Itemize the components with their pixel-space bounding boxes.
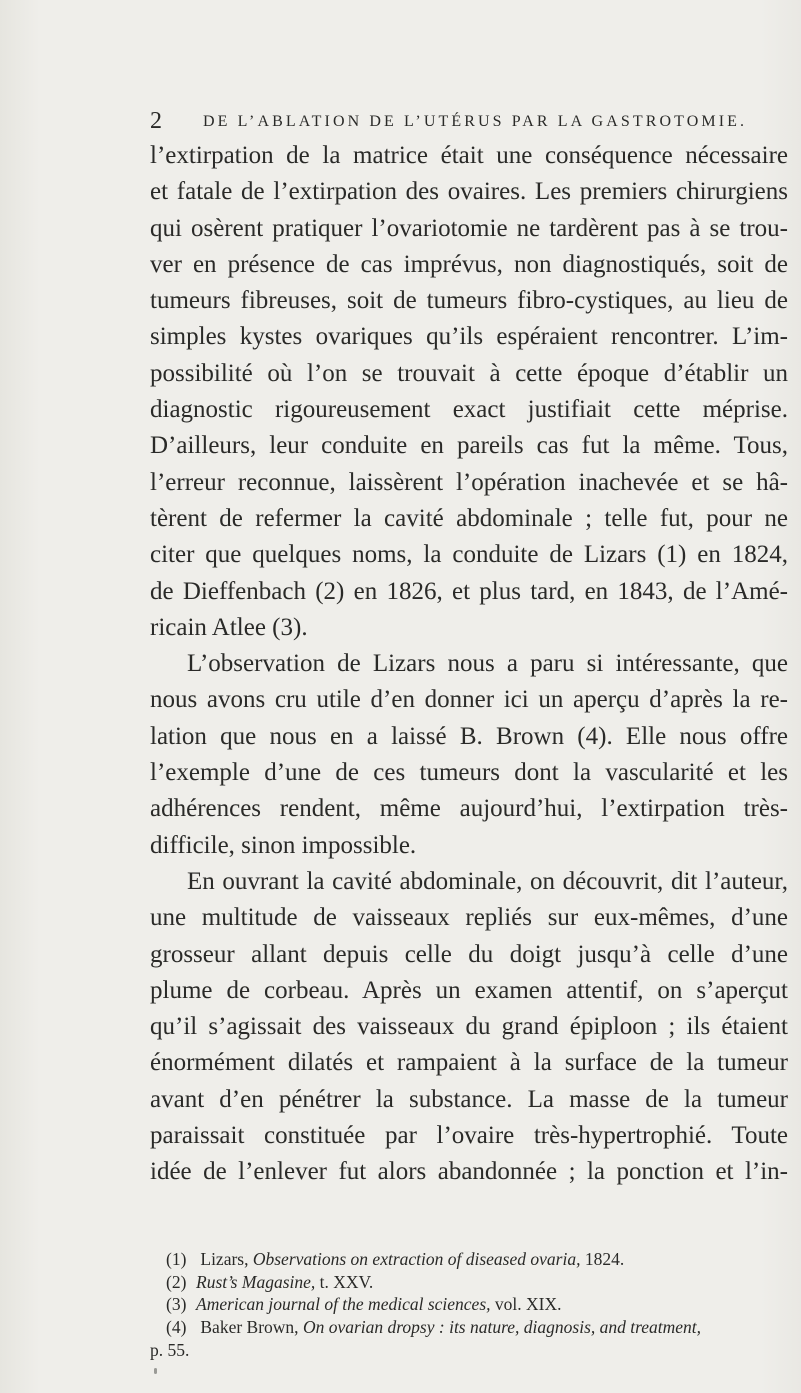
text-line: tèrent de refermer la cavité abdominale ; telle fut, pour ne: [150, 504, 788, 532]
footnote: [150, 1316, 790, 1339]
footnote-ref: (1): [166, 1249, 187, 1269]
running-head: DE L’ABLATION DE L’UTÉRUS PAR LA GASTROTOMIE.: [203, 113, 748, 130]
text-line: qu’il s’agissait des vaisseaux du grand épiploon ; ils étaient: [150, 1013, 788, 1041]
text-line: ricain Atlee (3).: [150, 613, 308, 641]
text-line: difficile, sinon impossible.: [150, 831, 417, 859]
text-line: l’extirpation de la matrice était une conséquence nécessaire: [150, 142, 788, 169]
footnote: [150, 1293, 790, 1316]
text-line: avant d’en pénétrer la substance. La masse de la tumeur: [150, 1085, 788, 1113]
text-line: possibilité où l’on se trouvait à cette époque d’établir un: [150, 359, 788, 387]
text-line: lation que nous en a laissé B. Brown (4). Elle nous offre: [150, 722, 788, 750]
text-line: l’erreur reconnue, laissèrent l’opération inachevée et se hâ-: [150, 468, 788, 496]
text-line: paraissait constituée par l’ovaire très-hypertrophié. Toute: [150, 1122, 788, 1150]
text-line: plume de corbeau. Après un examen attentif, on s’aperçut: [150, 976, 788, 1004]
footnote-detail: 1824.: [584, 1249, 625, 1269]
footnote-detail: vol. XIX.: [494, 1294, 562, 1315]
text-line: nous avons cru utile d’en donner ici un aperçu d’après la re-: [150, 686, 788, 714]
text-line: En ouvrant la cavité abdominale, on découvrit, dit l’auteur,: [187, 867, 788, 895]
footnote-title: American journal of the medical sciences,: [196, 1294, 491, 1315]
text-line: énormément dilatés et rampaient à la surface de la tumeur: [150, 1049, 788, 1077]
footnote-title: On ovarian dropsy : its nature, diagnosis, and treatment,: [302, 1317, 702, 1338]
text-line: tumeurs fibreuses, soit de tumeurs fibro-cystiques, au lieu de: [150, 287, 788, 315]
footnotes: [150, 1248, 790, 1361]
ink-speck: [154, 1368, 157, 1374]
footnote-title: Observations on extraction of diseased ovaria,: [252, 1249, 581, 1269]
text-line: adhérences rendent, même aujourd’hui, l’extirpation très-: [150, 795, 788, 823]
footnote-ref: (2): [166, 1271, 187, 1292]
text-line: qui osèrent pratiquer l’ovariotomie ne tardèrent pas à se trou-: [150, 214, 788, 242]
footnote-author: Lizars,: [200, 1249, 249, 1269]
text-line: idée de l’enlever fut alors abandonnée ; la ponction et l’in-: [150, 1158, 788, 1186]
text-line: de Dieffenbach (2) en 1826, et plus tard, en 1843, de l’Amé-: [150, 577, 788, 605]
text-line: une multitude de vaisseaux repliés sur eux-mêmes, d’une: [150, 904, 788, 932]
text-line: citer que quelques noms, la conduite de Lizars (1) en 1824,: [150, 541, 788, 569]
text-line: L’observation de Lizars nous a paru si intéressante, que: [187, 650, 788, 678]
footnote: [150, 1271, 790, 1294]
footnote-continuation: p. 55.: [150, 1339, 190, 1360]
text-line: et fatale de l’extirpation des ovaires. Les premiers chirurgiens: [150, 178, 788, 206]
text-line: D’ailleurs, leur conduite en pareils cas fut la même. Tous,: [150, 432, 788, 460]
footnote: [150, 1248, 790, 1271]
text-line: l’exemple d’une de ces tumeurs dont la vascularité et les: [150, 759, 788, 787]
page-header: [150, 106, 790, 136]
text-line: simples kystes ovariques qu’ils espéraient rencontrer. L’im-: [150, 323, 788, 351]
footnote-author: Baker Brown,: [200, 1317, 299, 1338]
main-text: [150, 138, 788, 1191]
footnote-ref: (3): [166, 1294, 187, 1315]
footnote-title: Rust’s Magasine,: [196, 1271, 316, 1292]
text-line: grosseur allant depuis celle du doigt jusqu’à celle d’une: [150, 940, 788, 968]
text-line: diagnostic rigoureusement exact justifiait cette méprise.: [150, 396, 788, 424]
page-number: 2: [150, 108, 162, 134]
footnote-detail: t. XXV.: [319, 1271, 374, 1292]
footnote-ref: (4): [166, 1317, 187, 1338]
text-line: ver en présence de cas imprévus, non diagnostiqués, soit de: [150, 250, 788, 278]
